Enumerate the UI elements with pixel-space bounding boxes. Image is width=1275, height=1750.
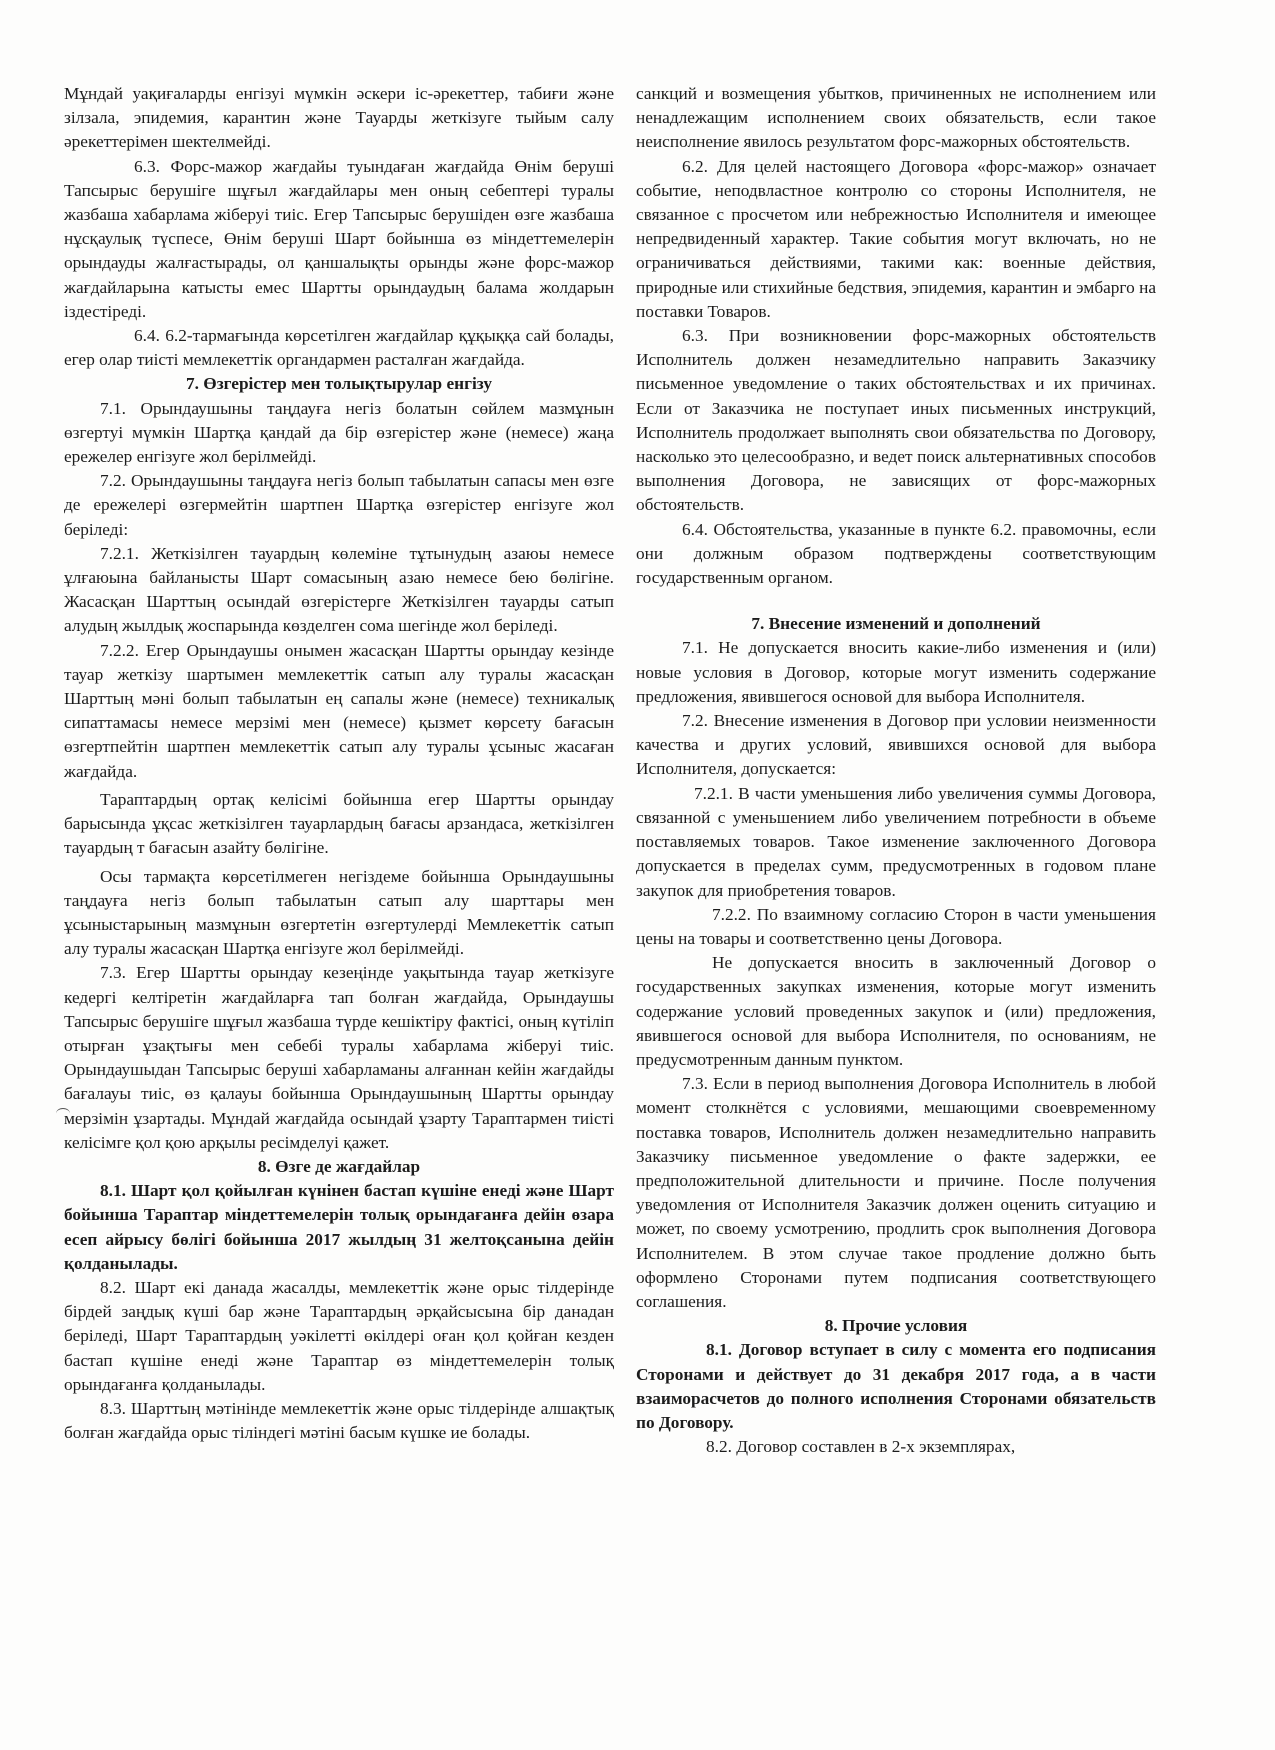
- section-heading: 8. Өзге де жағдайлар: [257, 1156, 421, 1176]
- paragraph: 7.1. Не допускается вносить какие-либо изменения и (или) новые условия в Договор, которые могут изменить содержание предложения, явившегося основой для выбора Исполнителя.: [636, 638, 1156, 706]
- paragraph: Не допускается вносить в заключенный Договор о государственных закупках изменения, которые могут изменить содержание условий проведенных закупок и (или) предложения, явившегося основой для выбора Исполнителя, по основаниям, не предусмотренным данным пунктом.: [636, 953, 1156, 1069]
- russian-column: [636, 82, 1156, 1459]
- paragraph: Мұндай уақиғаларды енгізуі мүмкін әскери іс-әрекеттер, табиғи және зілзала, эпидемия, карантин және Тауарды жеткізуге тыйым салу әрекеттерімен шектелмейді.: [64, 84, 614, 152]
- paragraph: 8.1. Шарт қол қойылған күнінен бастап күшіне енеді және Шарт бойынша Тараптар міндеттемелерін толық орындағанға дейін өзара есеп айрысу бөлігі бойынша 2017 жылдың 31 желтоқсанына дейін қолданылады.: [64, 1181, 614, 1273]
- paragraph: 8.2. Договор составлен в 2-х экземплярах,: [706, 1437, 1016, 1457]
- paragraph: 7.3. Егер Шартты орындау кезеңінде уақытында тауар жеткізуге кедергі келтіретін жағдайларға тап болған жағдайда, Орындаушы Тапсырыс берушіге шұғыл жазбаша түрде кешіктіру фактісі, оның күтіліп отырған ұзақтығы мен себебі туралы хабарлама жіберуі тиіс. Орындаушыдан Тапсырыс беруші хабарламаны алғаннан кейін жағдайды бағалауы тиіс, өз қалауы бойынша Орындаушының Шартты орындау мерзімін ұзартады. Мұндай жағдайда осындай ұзарту Тараптармен тиісті келісімге қол қою арқылы ресімделуі қажет.: [64, 963, 614, 1152]
- paragraph: 8.1. Договор вступает в силу с момента его подписания Сторонами и действует до 31 декабря 2017 года, а в части взаиморасчетов до полного исполнения Сторонами обязательств по Договору.: [636, 1340, 1156, 1432]
- paragraph: 7.1. Орындаушыны таңдауға негіз болатын сөйлем мазмұнын өзгертуі мүмкін Шартқа қандай да бір өзгерістер және (немесе) жаңа ережелер енгізуге жол берілмейді.: [64, 398, 614, 467]
- paragraph: 6.4. 6.2-тармағында көрсетілген жағдайлар құқыққа сай болады, егер олар тиісті мемлекеттік органдармен расталған жағдайда.: [64, 326, 614, 370]
- paragraph: 8.2. Шарт екі данада жасалды, мемлекеттік және орыс тілдерінде бірдей заңдық күші бар және Тараптардың әрқайсысына бір данадан беріледі, Шарт Тараптардың уәкілетті өкілдері оған қол қойған кезден бастап күшіне енеді және Тараптар өз міндеттемелерін толық орындағанға қолданылады.: [64, 1277, 614, 1394]
- paragraph: Осы тармақта көрсетілмеген негіздеме бойынша Орындаушыны таңдауға негіз болып табылатын сатып алу шарттары мен ұсыныстарының мазмұнын өзгертетін өзгертулерді Мемлекеттік сатып алу туралы жасасқан Шартқа енгізуге жол берілмейді.: [64, 866, 614, 959]
- paragraph: Тараптардың ортақ келісімі бойынша егер Шартты орындау барысында ұқсас жеткізілген тауарлардың бағасы арзандаса, жеткізілген тауардың т бағасын азайту бөлігіне.: [64, 789, 614, 858]
- scan-artifact: [56, 1108, 70, 1119]
- paragraph: 7.3. Если в период выполнения Договора Исполнитель в любой момент столкнётся с условиями, мешающими своевременному поставка товаров, Исполнитель должен незамедлительно направить Заказчику письменное уведомление о факте задержки, ее предположительной длительности и причине. После получения уведомления от Исполнителя Заказчик должен оценить ситуацию и может, по своему усмотрению, продлить срок выполнения Договора Исполнителем. В этом случае такое продление должно быть оформлено Сторонами путем подписания соответствующего соглашения.: [636, 1074, 1156, 1311]
- paragraph: 6.3. При возникновении форс-мажорных обстоятельств Исполнитель должен незамедлительно направить Заказчику письменное уведомление о таких обстоятельствах и их причинах. Если от Заказчика не поступает иных письменных инструкций, Исполнитель продолжает выполнять свои обязательства по Договору, насколько это целесообразно, и ведет поиск альтернативных способов выполнения Договора, не зависящих от форс-мажорных обстоятельств.: [636, 326, 1156, 515]
- paragraph: 7.2.2. По взаимному согласию Сторон в части уменьшения цены на товары и соответственно цены Договора.: [636, 904, 1156, 948]
- paragraph: 7.2.2. Егер Орындаушы онымен жасасқан Шартты орындау кезінде тауар жеткізу шартымен мемлекеттік сатып алу туралы жасасқан Шарттың мәні болып табылатын ең сапалы және (немесе) техникалық сипаттамасы немесе мерзімі мен (немесе) қызмет көрсету бағасын өзгертпейтін шартпен мемлекеттік сатып алу туралы ұсыныс жасаған жағдайда.: [64, 640, 614, 781]
- paragraph: 7.2.1. В части уменьшения либо увеличения суммы Договора, связанной с уменьшением либо увеличением потребности в объеме поставляемых товаров. Такое изменение заключенного Договора допускается в пределах сумм, предусмотренных в годовом плане закупок для приобретения товаров.: [636, 783, 1156, 900]
- kazakh-column: [64, 82, 614, 1445]
- paragraph: 7.2. Орындаушыны таңдауға негіз болып табылатын сапасы мен өзге де ережелері өзгермейтін шартпен Шартқа өзгерістер енгізуге жол беріледі:: [64, 471, 614, 539]
- section-heading: 8. Прочие условия: [824, 1316, 968, 1336]
- paragraph: 8.3. Шарттың мәтінінде мемлекеттік және орыс тілдерінде алшақтық болған жағдайда орыс тіліндегі мәтіні басым күшке ие болады.: [64, 1398, 614, 1443]
- paragraph: санкций и возмещения убытков, причиненных не исполнением или ненадлежащим исполнением своих обязательств, если такое неисполнение явилось результатом форс-мажорных обстоятельств.: [636, 84, 1156, 152]
- paragraph: 7.2.1. Жеткізілген тауардың көлеміне тұтынудың азаюы немесе ұлғаюына байланысты Шарт сомасының азаю немесе бею бөлігіне. Жасасқан Шарттың осындай өзгерістерге Жеткізілген тауарды сатып алудың жылдық жоспарында көзделген сома шегінде жол беріледі.: [64, 543, 614, 636]
- paragraph: 6.3. Форс-мажор жағдайы туындаған жағдайда Өнім беруші Тапсырыс берушіге шұғыл жағдайлары мен оның себептері туралы жазбаша хабарлама жіберуі тиіс. Егер Тапсырыс берушіден өзге жазбаша нұсқаулық түспесе, Өнім беруші Шарт бойынша өз міндеттемелерін орындауды жалғастырады, ол қаншалықты орынды және форс-мажор жағдайларына катысты емес Шартты орындаудың балама жолдарын іздестіреді.: [64, 156, 614, 321]
- paragraph: 7.2. Внесение изменения в Договор при условии неизменности качества и других условий, явившихся основой для выбора Исполнителя, допускается:: [636, 711, 1156, 779]
- section-heading: 7. Внесение изменений и дополнений: [751, 614, 1041, 634]
- section-heading: 7. Өзгерістер мен толықтырулар енгізу: [185, 374, 492, 394]
- paragraph: 6.4. Обстоятельства, указанные в пункте 6.2. правомочны, если они должным образом подтверждены соответствующим государственным органом.: [636, 519, 1156, 588]
- paragraph: 6.2. Для целей настоящего Договора «форс-мажор» означает событие, неподвластное контролю со стороны Исполнителя, не связанное с просчетом или небрежностью Исполнителя и имеющее непредвиденный характер. Такие события могут включать, но не ограничиваться действиями, такими как: военные действия, природные или стихийные бедствия, эпидемия, карантин и эмбарго на поставки Товаров.: [636, 156, 1156, 321]
